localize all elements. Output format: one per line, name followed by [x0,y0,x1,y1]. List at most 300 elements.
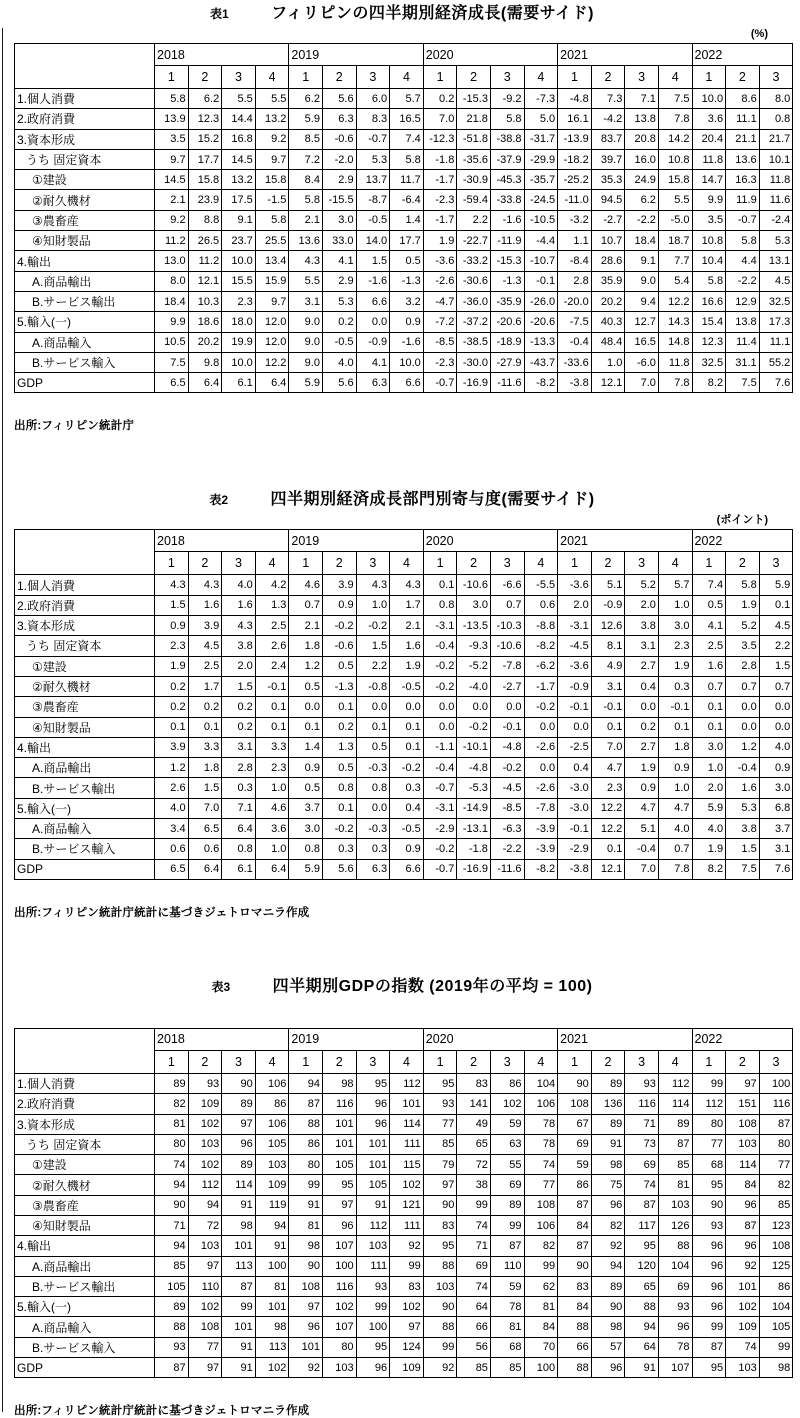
quarter-header-2020q3: 3 [490,66,524,89]
data-cell: -33.6 [558,352,592,372]
data-cell: -0.3 [356,758,390,778]
data-cell: 80 [155,1134,189,1154]
data-cell: 59 [490,1114,524,1134]
data-cell: 4.3 [356,575,390,595]
data-cell: 9.2 [255,129,289,149]
data-cell: 0.9 [759,758,793,778]
data-cell: -2.3 [423,190,457,210]
row-label: 1.個人消費 [15,1073,155,1093]
data-cell: -29.9 [524,149,558,169]
data-cell: 114 [390,1114,424,1134]
data-cell: 4.7 [625,798,659,818]
data-cell: 86 [490,1073,524,1093]
quarter-header-2019q2: 2 [322,1050,356,1073]
data-cell: 23.9 [188,190,222,210]
data-cell: -5.5 [524,575,558,595]
data-cell: 0.9 [390,312,424,332]
data-cell: -8.8 [524,616,558,636]
data-cell: 103 [188,1134,222,1154]
table2-contributions [14,529,793,879]
row-label: 5.輸入(一) [15,798,155,818]
data-cell: 3.9 [188,616,222,636]
data-cell: 106 [524,1215,558,1235]
data-cell: 0.7 [726,676,760,696]
data-cell: 4.3 [222,616,256,636]
data-cell: -0.1 [591,697,625,717]
data-cell: -1.8 [457,839,491,859]
data-cell: 89 [591,1276,625,1296]
data-cell: 3.0 [457,595,491,615]
data-cell: 91 [289,1195,323,1215]
data-cell: 9.0 [625,271,659,291]
data-cell: -20.6 [490,312,524,332]
quarter-header-2021q2: 2 [591,1050,625,1073]
data-cell: 69 [457,1256,491,1276]
data-cell: 1.5 [222,676,256,696]
data-cell: -0.2 [457,717,491,737]
data-cell: 2.1 [155,190,189,210]
quarter-header-2020q2: 2 [457,1050,491,1073]
data-cell: 72 [457,1155,491,1175]
data-cell: -14.9 [457,798,491,818]
data-cell: -5.3 [457,778,491,798]
quarter-header-2022q2: 2 [726,1050,760,1073]
data-cell: 113 [255,1337,289,1357]
row-label: ④知財製品 [15,1215,155,1235]
data-cell: 92 [289,1358,323,1378]
data-cell: 0.4 [390,798,424,818]
data-cell: 2.2 [759,636,793,656]
data-cell: 0.2 [222,697,256,717]
data-cell: 94 [188,1195,222,1215]
table-row [15,839,793,859]
data-cell: 12.1 [591,373,625,393]
data-cell: 87 [692,1337,726,1357]
data-cell: 2.5 [692,636,726,656]
data-cell: 101 [390,1094,424,1114]
data-cell: -10.7 [524,251,558,271]
data-cell: 11.1 [726,109,760,129]
data-cell: 0.1 [658,717,692,737]
data-cell: 85 [423,1134,457,1154]
data-cell: -0.2 [390,758,424,778]
table-row [15,373,793,393]
data-cell: -4.8 [457,758,491,778]
data-cell: 32.5 [759,291,793,311]
data-cell: 66 [558,1337,592,1357]
data-cell: 0.4 [625,676,659,696]
data-cell: -10.6 [490,636,524,656]
data-cell: 88 [558,1317,592,1337]
row-label: ②耐久機材 [15,1175,155,1195]
data-cell: 4.0 [759,737,793,757]
data-cell: 86 [255,1094,289,1114]
data-cell: 3.0 [289,819,323,839]
data-cell: 0.3 [658,676,692,696]
table2-source: 出所:フィリピン統計庁統計に基づきジェトロマニラ作成 [14,906,310,919]
data-cell: 23.7 [222,231,256,251]
table-row [15,89,793,109]
data-cell: -0.9 [558,676,592,696]
data-cell: 89 [222,1094,256,1114]
data-cell: 5.9 [289,373,323,393]
data-cell: 78 [658,1337,692,1357]
data-cell: -15.5 [322,190,356,210]
data-cell: 0.0 [390,697,424,717]
data-cell: -30.6 [457,271,491,291]
data-cell: 108 [289,1276,323,1296]
data-cell: 20.2 [188,332,222,352]
data-cell: 7.0 [625,373,659,393]
data-cell: -13.5 [457,616,491,636]
data-cell: 7.1 [625,89,659,109]
quarter-header-2018q3: 3 [222,1050,256,1073]
data-cell: 98 [322,1073,356,1093]
data-cell: -8.2 [524,373,558,393]
data-cell: -0.2 [423,839,457,859]
data-cell: 69 [558,1134,592,1154]
data-cell: 12.2 [255,352,289,372]
data-cell: 32.5 [692,352,726,372]
data-cell: 16.8 [222,129,256,149]
data-cell: 110 [188,1276,222,1296]
data-cell: 6.4 [255,859,289,879]
data-cell: 90 [423,1195,457,1215]
data-cell: -0.5 [390,676,424,696]
data-cell: 85 [759,1195,793,1215]
row-label: A.商品輸入 [15,332,155,352]
data-cell: 19.9 [222,332,256,352]
data-cell: 6.6 [356,291,390,311]
data-cell: 109 [726,1317,760,1337]
data-cell: 4.9 [591,656,625,676]
data-cell: 13.4 [255,251,289,271]
data-cell: -7.8 [490,656,524,676]
table-row [15,149,793,169]
data-cell: 2.0 [558,595,592,615]
data-cell: 6.3 [356,859,390,879]
quarter-header-2019q1: 1 [289,66,323,89]
data-cell: 3.3 [188,737,222,757]
data-cell: 2.0 [625,595,659,615]
data-cell: 99 [692,1073,726,1093]
data-cell: 59 [490,1276,524,1296]
data-cell: 0.1 [591,839,625,859]
data-cell: 77 [524,1175,558,1195]
data-cell: 5.8 [726,575,760,595]
data-cell: 71 [155,1215,189,1235]
quarter-header-2018q3: 3 [222,552,256,575]
data-cell: 12.0 [255,332,289,352]
data-cell: 69 [625,1155,659,1175]
data-cell: 90 [289,1256,323,1276]
data-cell: 89 [658,1114,692,1134]
data-cell: 5.8 [289,190,323,210]
data-cell: 112 [356,1215,390,1235]
data-cell: 7.2 [289,149,323,169]
data-cell: 101 [726,1276,760,1296]
data-cell: 80 [692,1114,726,1134]
data-cell: 6.4 [188,373,222,393]
data-cell: 96 [658,1317,692,1337]
data-cell: 2.4 [255,656,289,676]
data-cell: 102 [188,1155,222,1175]
data-cell: 11.4 [726,332,760,352]
data-cell: 1.5 [759,656,793,676]
data-cell: -16.9 [457,859,491,879]
data-cell: 0.1 [322,798,356,818]
data-cell: -1.5 [255,190,289,210]
data-cell: 86 [289,1134,323,1154]
data-cell: -11.0 [558,190,592,210]
data-cell: 97 [188,1358,222,1378]
data-cell: 2.3 [222,291,256,311]
quarter-header-2019q4: 4 [390,552,424,575]
data-cell: 13.1 [759,251,793,271]
data-cell: 6.2 [625,190,659,210]
data-cell: 2.9 [322,170,356,190]
data-cell: 0.1 [390,737,424,757]
data-cell: -0.4 [423,758,457,778]
data-cell: 91 [255,1236,289,1256]
data-cell: 3.0 [692,737,726,757]
data-cell: -24.5 [524,190,558,210]
data-cell: -6.3 [490,819,524,839]
data-cell: 5.9 [289,859,323,879]
data-cell: 14.5 [222,149,256,169]
data-cell: 100 [524,1358,558,1378]
data-cell: 108 [558,1094,592,1114]
data-cell: 11.6 [759,190,793,210]
data-cell: -0.5 [322,332,356,352]
data-cell: 105 [356,1175,390,1195]
data-cell: 96 [692,1236,726,1256]
year-header-2021: 2021 [558,44,692,66]
data-cell: 0.7 [658,839,692,859]
data-cell: 0.2 [155,697,189,717]
data-cell: -3.6 [558,575,592,595]
data-cell: -0.7 [726,210,760,230]
data-cell: 85 [490,1358,524,1378]
data-cell: -30.9 [457,170,491,190]
data-cell: 116 [625,1094,659,1114]
data-cell: 75 [591,1175,625,1195]
data-cell: 95 [356,1073,390,1093]
data-cell: 96 [692,1276,726,1296]
quarter-header-2020q1: 1 [423,552,457,575]
data-cell: 70 [524,1337,558,1357]
year-header-2020: 2020 [423,44,557,66]
data-cell: 8.8 [188,210,222,230]
table-row [15,656,793,676]
data-cell: 86 [759,1276,793,1296]
data-cell: 79 [423,1155,457,1175]
data-cell: 0.8 [759,109,793,129]
data-cell: 71 [457,1236,491,1256]
row-label: GDP [15,859,155,879]
data-cell: 98 [591,1155,625,1175]
data-cell: 102 [490,1094,524,1114]
data-cell: 77 [423,1114,457,1134]
data-cell: -12.3 [423,129,457,149]
data-cell: 112 [692,1094,726,1114]
data-cell: 102 [390,1175,424,1195]
data-cell: 98 [222,1215,256,1235]
data-cell: 4.3 [390,575,424,595]
data-cell: 87 [289,1094,323,1114]
quarter-header-2018q2: 2 [188,66,222,89]
data-cell: 90 [591,1297,625,1317]
data-cell: 77 [188,1337,222,1357]
data-cell: 11.1 [759,332,793,352]
data-cell: 21.1 [726,129,760,149]
row-label: 2.政府消費 [15,595,155,615]
data-cell: 5.9 [759,575,793,595]
data-cell: 0.5 [322,656,356,676]
data-cell: 67 [558,1114,592,1134]
table3-section [14,976,790,1418]
data-cell: -4.5 [490,778,524,798]
data-cell: 3.6 [255,819,289,839]
quarter-header-2021q4: 4 [658,66,692,89]
data-cell: 5.6 [322,859,356,879]
data-cell: 38 [457,1175,491,1195]
data-cell: 35.9 [591,271,625,291]
quarter-header-2022q3: 3 [759,1050,793,1073]
data-cell: 2.5 [188,656,222,676]
data-cell: 90 [222,1073,256,1093]
data-cell: 0.2 [322,717,356,737]
data-cell: 74 [625,1175,659,1195]
row-label: 5.輸入(一) [15,312,155,332]
data-cell: 108 [524,1195,558,1215]
data-cell: 116 [322,1094,356,1114]
quarter-header-2020q1: 1 [423,66,457,89]
data-cell: 78 [524,1134,558,1154]
data-cell: 4.0 [658,819,692,839]
data-cell: 78 [524,1114,558,1134]
data-cell: 97 [222,1114,256,1134]
data-cell: 0.0 [726,697,760,717]
quarter-header-2021q2: 2 [591,66,625,89]
data-cell: 0.0 [289,697,323,717]
data-cell: 0.1 [289,717,323,737]
data-cell: -0.2 [490,758,524,778]
data-cell: 0.5 [322,758,356,778]
table-row [15,109,793,129]
data-cell: 4.1 [356,352,390,372]
data-cell: 81 [524,1297,558,1317]
data-cell: 13.7 [356,170,390,190]
data-cell: 69 [658,1276,692,1296]
data-cell: -3.2 [558,210,592,230]
table-row [15,352,793,372]
quarter-header-2022q3: 3 [759,66,793,89]
data-cell: -11.6 [490,373,524,393]
data-cell: 11.8 [658,352,692,372]
row-label: B.サービス輸出 [15,778,155,798]
data-cell: 90 [423,1297,457,1317]
data-cell: 96 [356,1094,390,1114]
data-cell: 89 [490,1195,524,1215]
data-cell: 12.1 [591,859,625,879]
data-cell: 107 [322,1236,356,1256]
data-cell: 0.1 [155,717,189,737]
data-cell: 4.4 [726,251,760,271]
data-cell: 1.5 [356,636,390,656]
data-cell: 84 [558,1215,592,1235]
data-cell: 6.4 [222,819,256,839]
year-header-2020: 2020 [423,530,557,552]
data-cell: -30.0 [457,352,491,372]
data-cell: 89 [155,1297,189,1317]
data-cell: 0.2 [188,697,222,717]
data-cell: 98 [591,1317,625,1337]
data-cell: 20.4 [692,129,726,149]
data-cell: 91 [356,1195,390,1215]
data-cell: -38.5 [457,332,491,352]
data-cell: 65 [457,1134,491,1154]
data-cell: 5.8 [692,271,726,291]
data-cell: 93 [658,1297,692,1317]
data-cell: 2.1 [390,616,424,636]
data-cell: 13.9 [155,109,189,129]
quarter-header-2019q1: 1 [289,1050,323,1073]
data-cell: -0.1 [255,676,289,696]
data-cell: 3.0 [658,616,692,636]
data-cell: 3.1 [759,839,793,859]
data-cell: -7.2 [423,312,457,332]
data-cell: 99 [222,1297,256,1317]
data-cell: 7.8 [658,859,692,879]
data-cell: 93 [625,1073,659,1093]
table-row [15,210,793,230]
data-cell: 2.5 [255,616,289,636]
data-cell: 2.6 [155,778,189,798]
data-cell: 17.5 [222,190,256,210]
data-cell: 0.0 [356,798,390,818]
data-cell: 0.3 [222,778,256,798]
data-cell: 5.5 [222,89,256,109]
data-cell: 6.8 [759,798,793,818]
data-cell: -1.7 [423,210,457,230]
data-cell: -43.7 [524,352,558,372]
data-cell: 0.1 [591,717,625,737]
data-cell: 2.8 [558,271,592,291]
data-cell: 93 [356,1276,390,1296]
data-cell: -0.9 [591,595,625,615]
data-cell: -5.0 [658,210,692,230]
data-cell: 3.0 [759,778,793,798]
data-cell: 103 [726,1134,760,1154]
row-label: ④知財製品 [15,717,155,737]
row-label: ③農畜産 [15,210,155,230]
data-cell: -45.3 [490,170,524,190]
table1-title: フィリピンの四半期別経済成長(需要サイド) [271,5,594,22]
data-cell: 11.7 [390,170,424,190]
data-cell: -0.5 [356,210,390,230]
data-cell: 81 [490,1317,524,1337]
table1-source: 出所:フィリピン統計庁 [14,420,135,433]
data-cell: -27.9 [490,352,524,372]
data-cell: 10.0 [390,352,424,372]
data-cell: 90 [558,1073,592,1093]
data-cell: 3.0 [322,210,356,230]
data-cell: 8.5 [289,129,323,149]
quarter-header-2019q1: 1 [289,552,323,575]
data-cell: -16.9 [457,373,491,393]
row-label: 1.個人消費 [15,575,155,595]
